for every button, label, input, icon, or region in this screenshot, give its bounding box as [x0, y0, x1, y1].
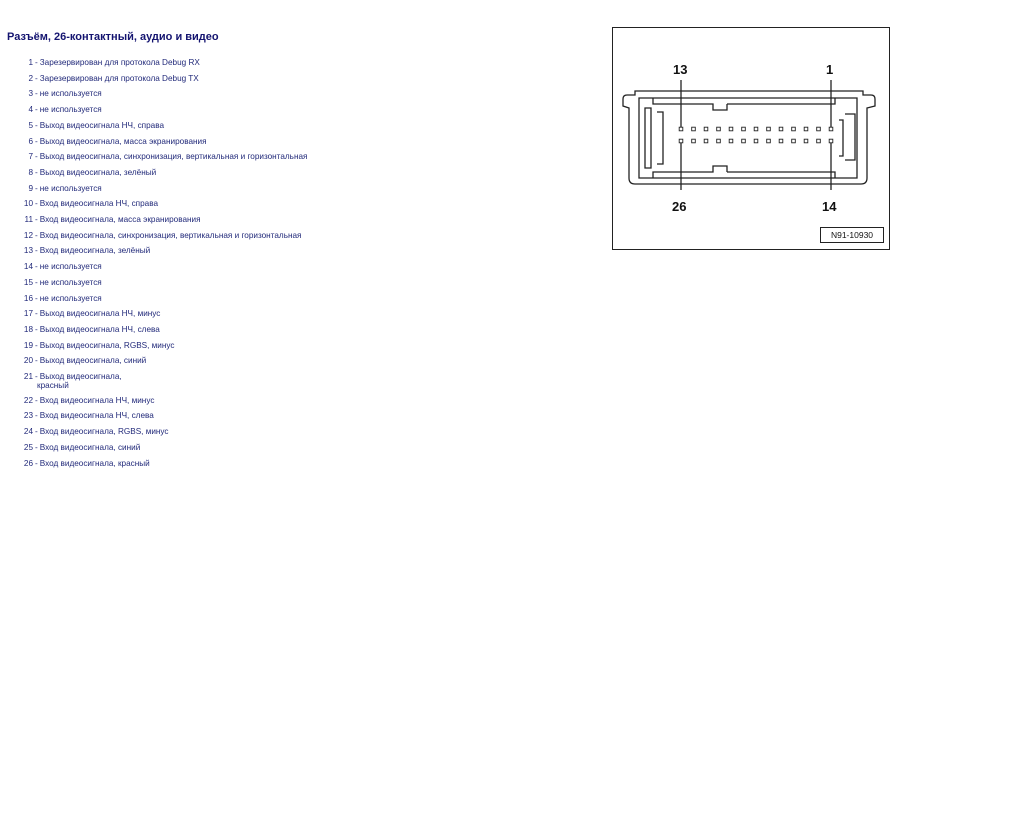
pin-contact-9: [729, 127, 733, 131]
label-pin-13: 13: [673, 62, 688, 77]
pin-contact-21: [742, 139, 746, 143]
pin-number: 14: [23, 262, 33, 272]
list-item: [0, 228, 307, 244]
pin-description: Выход видеосигнала НЧ, справа: [39, 120, 165, 130]
list-item: [0, 196, 307, 212]
list-item: [0, 338, 307, 354]
pin-description: не используется: [39, 183, 102, 193]
pin-separator: -: [35, 277, 38, 287]
pin-contact-15: [817, 139, 821, 143]
figure-id: N91-10930: [820, 227, 884, 243]
pin-description: Зарезервирован для протокола Debug RX: [39, 58, 200, 67]
pin-contact-20: [754, 139, 758, 143]
list-item: [0, 306, 307, 322]
connector-bottom-key: [727, 172, 835, 178]
pin-description: Вход видеосигнала, красный: [39, 458, 150, 468]
connector-diagram: [612, 27, 890, 250]
pin-separator: -: [35, 427, 38, 437]
pin-description: Вход видеосигнала НЧ, справа: [39, 199, 159, 209]
list-item: [0, 259, 307, 275]
list-item: [0, 71, 307, 87]
pin-separator: -: [35, 293, 38, 303]
pin-number: 26: [23, 458, 33, 468]
pin-number: 6: [28, 136, 33, 146]
pin-separator: -: [35, 246, 38, 256]
pin-row-bottom: [679, 139, 833, 143]
pin-contact-16: [804, 139, 808, 143]
pin-contact-13: [679, 127, 683, 131]
connector-outer-shell: [623, 91, 875, 184]
pin-contact-26: [679, 139, 683, 143]
pin-separator: -: [35, 215, 38, 225]
pin-description: Вход видеосигнала, масса экранирования: [39, 215, 201, 225]
pin-number: 10: [23, 199, 33, 209]
pin-description: не используется: [39, 293, 102, 303]
list-item: [0, 118, 307, 134]
pin-number: 17: [23, 309, 33, 319]
pin-number: 11: [24, 215, 33, 225]
pin-number: 19: [23, 340, 33, 350]
pin-description: Зарезервирован для протокола Debug TX: [39, 73, 199, 83]
pin-separator: -: [35, 89, 38, 99]
pin-contact-2: [817, 127, 821, 131]
pin-contact-8: [742, 127, 746, 131]
list-item: [0, 440, 307, 456]
pin-description: Вход видеосигнала, RGBS, минус: [39, 427, 169, 437]
pin-separator: -: [35, 356, 38, 366]
page-title: Разъём, 26-контактный, аудио и видео: [7, 31, 219, 43]
pin-number: 22: [23, 395, 33, 405]
pin-separator: -: [35, 105, 38, 115]
pin-separator: -: [35, 324, 38, 334]
pin-contact-17: [792, 139, 796, 143]
pin-number: 7: [28, 152, 33, 162]
pin-separator: -: [35, 372, 38, 382]
list-item: [0, 353, 307, 369]
list-item: [0, 181, 307, 197]
pin-description: Выход видеосигнала НЧ, минус: [39, 309, 161, 319]
pin-description: не используется: [39, 105, 102, 115]
pin-contact-18: [779, 139, 783, 143]
pin-contact-1: [829, 127, 833, 131]
pin-description: Вход видеосигнала, зелёный: [39, 246, 151, 256]
pin-number: 21: [23, 372, 33, 382]
pin-contact-12: [692, 127, 696, 131]
pin-separator: -: [35, 120, 38, 130]
pin-separator: -: [35, 183, 38, 193]
pin-separator: -: [35, 340, 38, 350]
pin-description: Выход видеосигнала, синхронизация, вертикальная и горизонтальная: [39, 152, 308, 162]
pin-contact-23: [717, 139, 721, 143]
label-pin-26: 26: [672, 199, 687, 214]
pin-separator: -: [35, 167, 38, 177]
pin-description: Выход видеосигнала, синий: [39, 356, 147, 366]
pin-description-continued: красный: [37, 380, 69, 390]
pin-separator: -: [35, 395, 38, 405]
list-item: [0, 369, 307, 391]
pin-contact-10: [717, 127, 721, 131]
pin-separator: -: [35, 152, 38, 162]
pin-number: 12: [23, 230, 33, 240]
list-item: [0, 55, 307, 71]
list-item: [0, 291, 307, 307]
pin-number: 1: [28, 58, 33, 67]
pin-number: 16: [23, 293, 33, 303]
pin-separator: -: [35, 199, 38, 209]
pin-contact-24: [704, 139, 708, 143]
pin-separator: -: [35, 58, 38, 67]
list-item: [0, 322, 307, 338]
pin-separator: -: [35, 262, 38, 272]
pin-description: Вход видеосигнала НЧ, минус: [39, 395, 155, 405]
pin-contact-3: [804, 127, 808, 131]
list-item: [0, 243, 307, 259]
pin-description: Выход видеосигнала, зелёный: [39, 167, 157, 177]
pin-row-top: [679, 127, 833, 131]
pin-description: Вход видеосигнала, синий: [39, 442, 141, 452]
pin-number: 8: [28, 167, 33, 177]
pin-description: не используется: [39, 277, 102, 287]
pin-description: Выход видеосигнала, масса экранирования: [39, 136, 207, 146]
pin-contact-6: [767, 127, 771, 131]
pin-description: Выход видеосигнала,: [39, 372, 122, 382]
list-item: [0, 102, 307, 118]
pin-contact-25: [692, 139, 696, 143]
pin-description: не используется: [39, 262, 102, 272]
pin-number: 2: [28, 73, 33, 83]
pin-number: 15: [23, 277, 33, 287]
pin-separator: -: [35, 309, 38, 319]
connector-top-key: [727, 98, 835, 104]
pin-description: Выход видеосигнала НЧ, слева: [39, 324, 160, 334]
list-item: [0, 165, 307, 181]
list-item: [0, 134, 307, 150]
pin-description: Выход видеосигнала, RGBS, минус: [39, 340, 175, 350]
pin-description: не используется: [39, 89, 102, 99]
list-item: [0, 212, 307, 228]
list-item: [0, 456, 307, 472]
pin-separator: -: [35, 442, 38, 452]
pin-description: Вход видеосигнала, синхронизация, вертикальная и горизонтальная: [39, 230, 302, 240]
pin-number: 3: [28, 89, 33, 99]
list-item: [0, 275, 307, 291]
list-item: [0, 408, 307, 424]
pin-separator: -: [35, 411, 38, 421]
pin-contact-14: [829, 139, 833, 143]
pin-number: 24: [23, 427, 33, 437]
pin-number: 13: [23, 246, 33, 256]
pin-contact-11: [704, 127, 708, 131]
pin-number: 23: [23, 411, 33, 421]
pin-separator: -: [35, 230, 38, 240]
pin-contact-4: [792, 127, 796, 131]
list-item: [0, 86, 307, 102]
pin-contact-7: [754, 127, 758, 131]
pin-number: 25: [23, 442, 33, 452]
label-pin-1: 1: [826, 62, 834, 77]
pin-description: Вход видеосигнала НЧ, слева: [39, 411, 154, 421]
pin-separator: -: [35, 458, 38, 468]
pin-contact-19: [767, 139, 771, 143]
list-item: [0, 424, 307, 440]
list-item: [0, 149, 307, 165]
connector-right-latch: [845, 114, 855, 160]
pin-number: 5: [28, 120, 33, 130]
pin-separator: -: [35, 73, 38, 83]
connector-inner-housing: [639, 98, 857, 178]
pin-number: 18: [23, 324, 33, 334]
pin-number: 9: [28, 183, 33, 193]
pin-number: 4: [28, 105, 33, 115]
pin-separator: -: [35, 136, 38, 146]
pin-number: 20: [23, 356, 33, 366]
label-pin-14: 14: [822, 199, 837, 214]
list-item: [0, 393, 307, 409]
connector-drawing: [613, 28, 891, 251]
pin-contact-22: [729, 139, 733, 143]
pin-contact-5: [779, 127, 783, 131]
pin-list: [0, 55, 307, 471]
connector-left-latch: [645, 108, 651, 168]
